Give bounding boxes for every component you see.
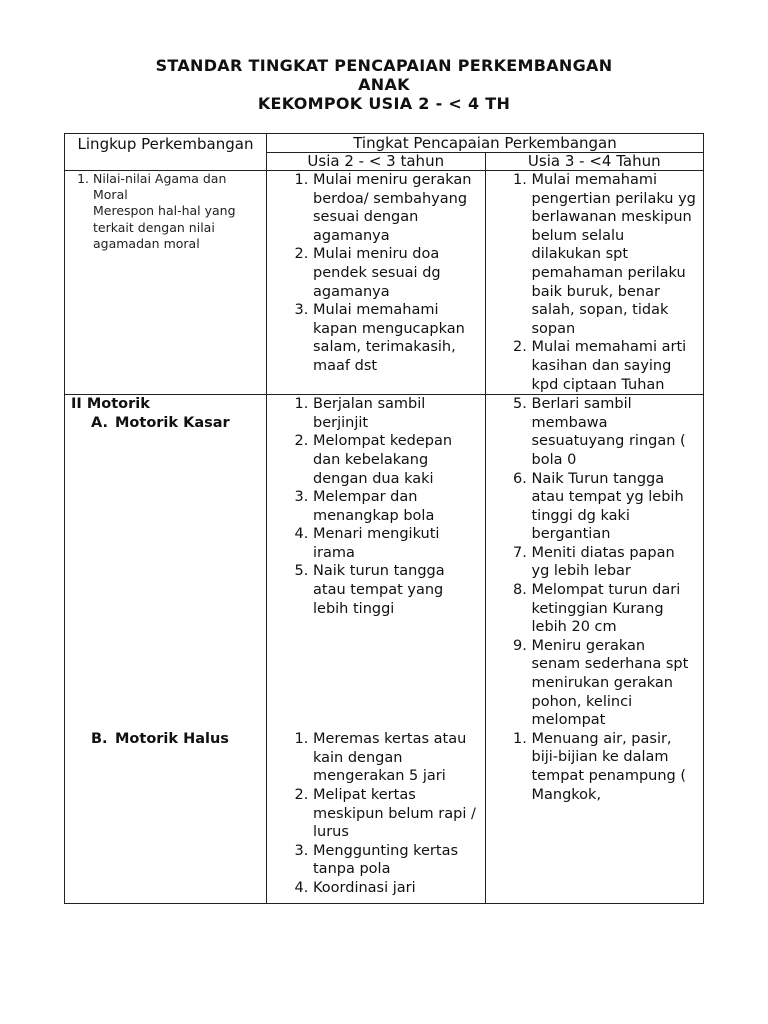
list-item: 1. Mulai memahami pengertian perilaku yg berlawanan meskipun belum selalu dilakukan spt pemahaman perilaku baik buruk, benar salah, sopan, tidak sopan — [532, 171, 698, 338]
list-item: 1. Mulai meniru gerakan berdoa/ sembahyang sesuai dengan agamanya — [313, 171, 479, 245]
list-item: 4. Menari mengikuti irama — [313, 525, 479, 562]
cell-lingkup-motorik — [65, 395, 267, 904]
title-line-1: STANDAR TINGKAT PENCAPAIAN PERKEMBANGAN — [155, 56, 613, 75]
list-item: 1. Menuang air, pasir, biji-bijian ke dalam tempat penampung ( Mangkok, — [532, 730, 698, 804]
list-usia-2-3-halus — [273, 730, 479, 897]
header-usia-2-3: Usia 2 - < 3 tahun — [267, 153, 486, 171]
list-usia-3-4-halus — [492, 730, 698, 804]
list-usia-3-4-kasar — [492, 395, 698, 730]
section-title-motorik: II Motorik — [71, 396, 150, 413]
document-title — [0, 56, 768, 113]
lingkup-item-desc: Merespon hal-hal yang terkait dengan nilai agamadan moral — [93, 203, 236, 251]
header-usia-3-4: Usia 3 - <4 Tahun — [485, 153, 704, 171]
header-lingkup: Lingkup Perkembangan — [65, 134, 267, 171]
cell-lingkup-agama — [65, 171, 267, 395]
list-item: 2. Mulai memahami arti kasihan dan saying kpd ciptaan Tuhan — [532, 338, 698, 394]
lingkup-list — [71, 171, 260, 252]
list-item: 4. Koordinasi jari — [313, 879, 479, 898]
list-item: 2. Melipat kertas meskipun belum rapi / lurus — [313, 786, 479, 842]
list-item: 5. Naik turun tangga atau tempat yang lebih tinggi — [313, 562, 479, 618]
title-line-2: ANAK — [358, 75, 410, 94]
list-item: 1. Berjalan sambil berjinjit — [313, 395, 479, 432]
table-row-agama — [65, 171, 704, 395]
lingkup-item-agama — [93, 171, 260, 252]
table-header-row-1 — [65, 134, 704, 153]
cell-usia-2-3-motorik — [267, 395, 486, 904]
lingkup-item-label: Nilai-nilai Agama dan Moral — [93, 171, 227, 203]
list-item: 7. Meniti diatas papan yg lebih lebar — [532, 544, 698, 581]
list-item: 8. Melompat turun dari ketinggian Kurang lebih 20 cm — [532, 581, 698, 637]
cell-usia-3-4-agama — [485, 171, 704, 395]
list-item: 3. Mulai memahami kapan mengucapkan salam, terimakasih, maaf dst — [313, 301, 479, 375]
sub-heading-kasar: A. Motorik Kasar — [91, 414, 230, 431]
sub-heading-halus: B. Motorik Halus — [91, 731, 229, 748]
list-item: 9. Meniru gerakan senam sederhana spt menirukan gerakan pohon, kelinci melompat — [532, 637, 698, 730]
list-usia-2-3-kasar — [273, 395, 479, 618]
list-usia-2-3-agama — [273, 171, 479, 376]
list-item: 6. Naik Turun tangga atau tempat yg lebih tinggi dg kaki bergantian — [532, 470, 698, 544]
header-tingkat: Tingkat Pencapaian Perkembangan — [267, 134, 704, 153]
list-item: 3. Menggunting kertas tanpa pola — [313, 842, 479, 879]
title-line-3: KEKOMPOK USIA 2 - < 4 TH — [257, 94, 511, 113]
list-item: 5. Berlari sambil membawa sesuatuyang ringan ( bola 0 — [532, 395, 698, 469]
list-item: 2. Mulai meniru doa pendek sesuai dg agamanya — [313, 245, 479, 301]
list-item: 2. Melompat kedepan dan kebelakang dengan dua kaki — [313, 432, 479, 488]
achievement-table — [64, 133, 704, 904]
table-row-motorik — [65, 395, 704, 904]
cell-usia-3-4-motorik — [485, 395, 704, 904]
cell-usia-2-3-agama — [267, 171, 486, 395]
list-item: 3. Melempar dan menangkap bola — [313, 488, 479, 525]
list-usia-3-4-agama — [492, 171, 698, 394]
list-item: 1. Meremas kertas atau kain dengan mengerakan 5 jari — [313, 730, 479, 786]
